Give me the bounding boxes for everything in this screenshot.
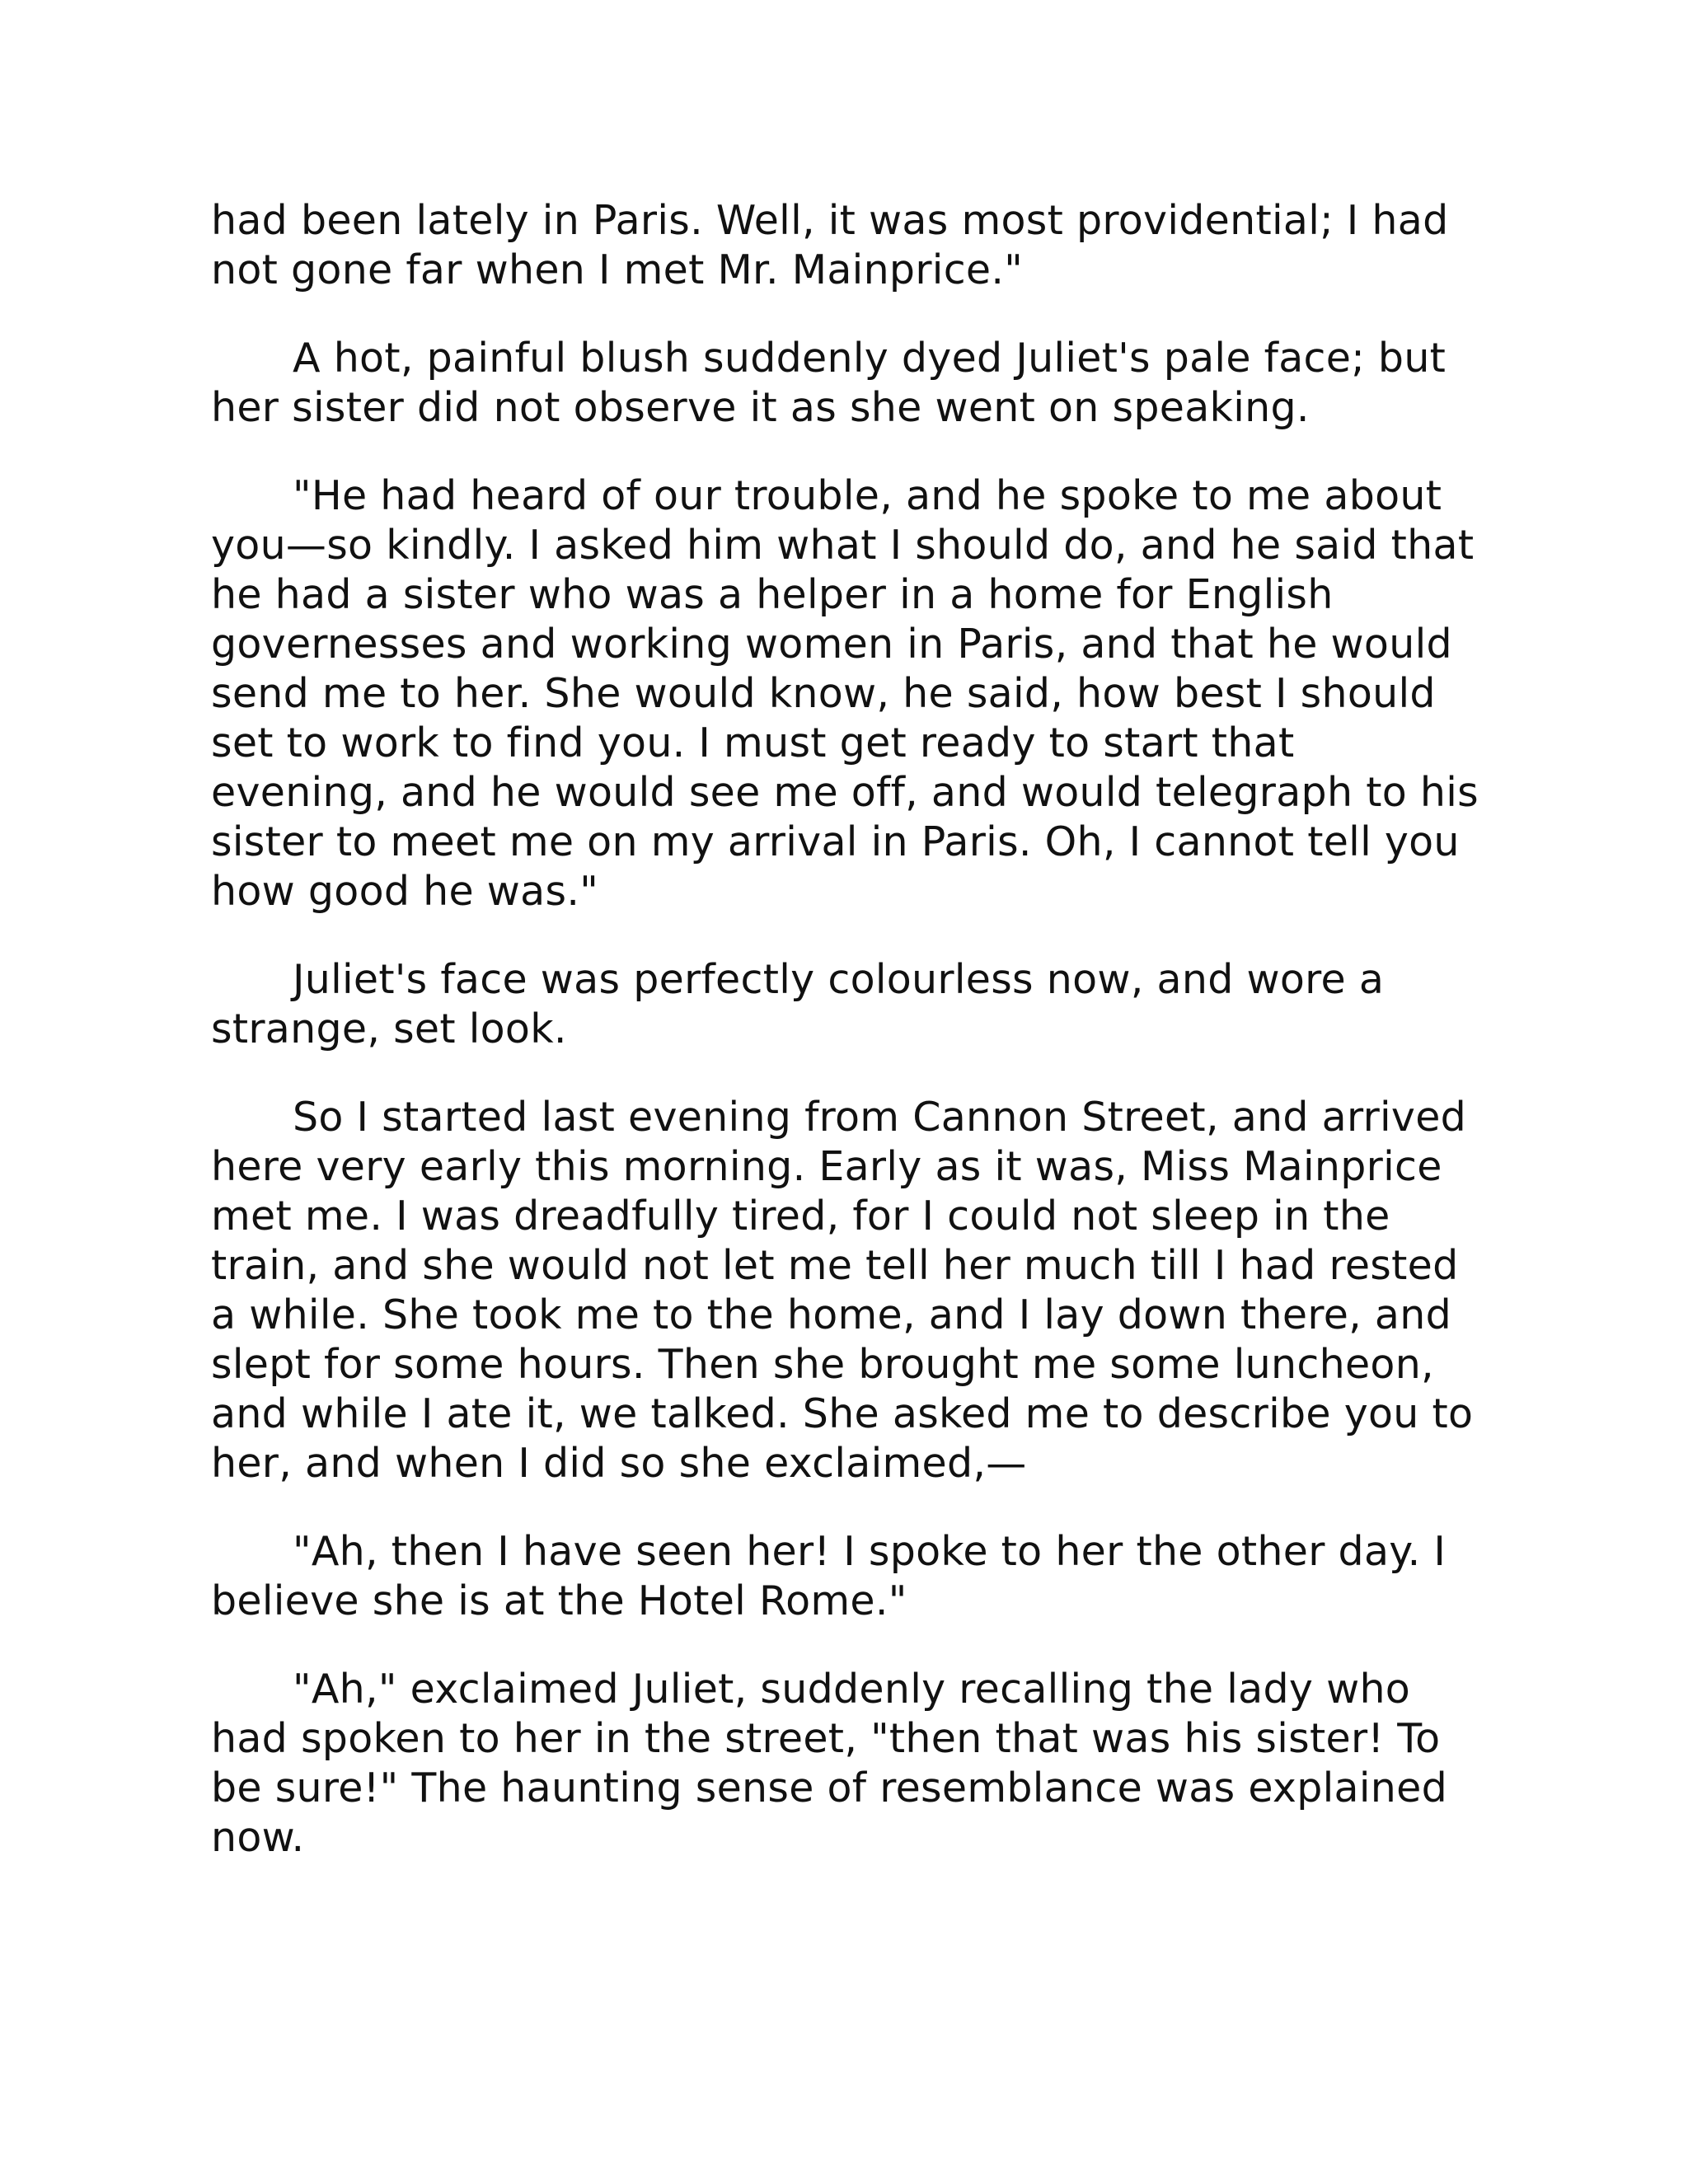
paragraph-5: So I started last evening from Cannon Street, and arrived here very early this morning. Early as it was, Miss Mainprice met me. I was dreadfully tired, for I could not sleep in the train, and she would not let me tell her much till I had rested a while. She took me to the home, and I lay down there, and slept for some hours. Then she brought me some luncheon, and while I ate it, we talked. She asked me to describe you to her, and when I did so she exclaimed,— (211, 1094, 1474, 1487)
paragraph-7: "Ah," exclaimed Juliet, suddenly recalling the lady who had spoken to her in the street, "then that was his sister! To be sure!" The haunting sense of resemblance was explained now. (211, 1666, 1447, 1861)
paragraph-1: had been lately in Paris. Well, it was most providential; I had not gone far when I met Mr. Mainprice." (211, 197, 1449, 293)
paragraph-3: "He had heard of our trouble, and he spoke to me about you—so kindly. I asked him what I should do, and he said that he had a sister who was a helper in a home for English governesses and working women in Paris, and that he would send me to her. She would know, he said, how best I should set to work to find you. I must get ready to start that evening, and he would see me off, and would telegraph to his sister to meet me on my arrival in Paris. Oh, I cannot tell you how good he was." (211, 472, 1479, 915)
paragraph-4: Juliet's face was perfectly colourless now, and wore a strange, set look. (211, 956, 1385, 1052)
paragraph-2: A hot, painful blush suddenly dyed Juliet's pale face; but her sister did not observe it as she went on speaking. (211, 335, 1447, 431)
page-body (211, 196, 1480, 1901)
paragraph-6: "Ah, then I have seen her! I spoke to her the other day. I believe she is at the Hotel Rome." (211, 1528, 1447, 1624)
